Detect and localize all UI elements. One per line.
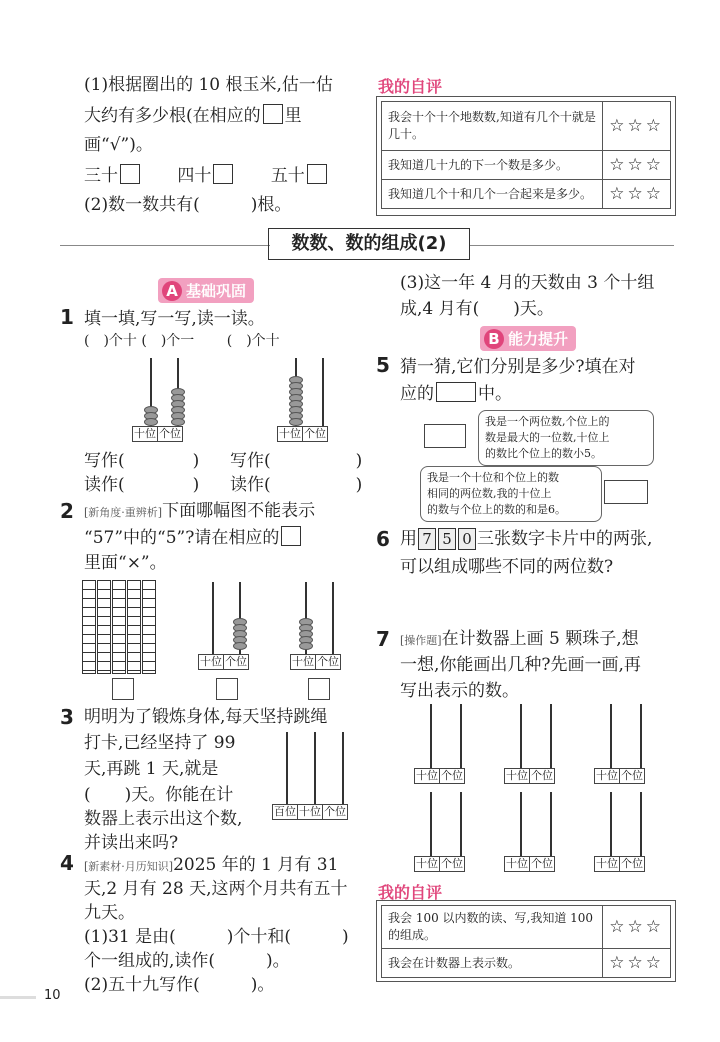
q5-bubble-2 <box>420 466 602 522</box>
tens-label: 十位 <box>416 857 438 870</box>
ones-label: 个位 <box>304 427 326 440</box>
bubble2-line1: 我是一个十位和个位上的数 <box>427 471 559 484</box>
tens-label: 十位 <box>596 769 618 782</box>
option-50: 五十 <box>270 166 305 186</box>
q7-line1-text: 在计数器上画 5 颗珠子,想 <box>441 629 639 649</box>
eval2-row2-text: 我会在计数器上表示数。 <box>382 949 603 978</box>
tens-label: 十位 <box>200 655 222 668</box>
ones-label: 个位 <box>531 857 553 870</box>
q-top-line3: 画“√”)。 <box>84 135 153 155</box>
ones-label: 个位 <box>621 857 643 870</box>
abacus5-rod-tens <box>314 732 316 804</box>
q1-text: 填一填,写一写,读一读。 <box>84 309 265 329</box>
abacus4-base <box>290 654 341 670</box>
q2-line1-text: 下面哪幅图不能表示 <box>162 501 316 521</box>
answer-box[interactable] <box>281 526 301 546</box>
eval2-row1-stars[interactable]: ☆☆☆ <box>603 906 671 949</box>
eval2-table <box>381 905 671 978</box>
ten-rods-picture <box>82 580 158 672</box>
bubble1-line2: 数是最大的一位数,十位上 <box>485 431 610 444</box>
ones-label: 个位 <box>531 769 553 782</box>
q4-line1 <box>84 854 338 878</box>
q1-number: 1 <box>60 305 74 329</box>
q4-number: 4 <box>60 851 74 875</box>
table-row <box>382 180 671 209</box>
eval1-box <box>376 96 676 216</box>
eval1-table <box>381 101 671 209</box>
abacus5-rod-hundreds <box>286 732 288 804</box>
eval2-box <box>376 900 676 982</box>
q5-line2 <box>400 382 512 405</box>
eval1-row3-text: 我知道几个十和几个一合起来是多少。 <box>382 180 603 209</box>
q3-line2: 打卡,已经坚持了 99 <box>84 733 236 753</box>
badge-a-letter: A <box>162 281 182 301</box>
q-top-line2b: 里 <box>284 106 302 126</box>
table-row <box>382 151 671 180</box>
q4-line2: 天,2 月有 28 天,这两个月共有五十 <box>84 879 348 899</box>
q1-read1: 读作( ) <box>84 475 200 495</box>
q5-line1: 猜一猜,它们分别是多少?填在对 <box>400 357 636 377</box>
abacus2-base <box>277 426 328 442</box>
ones-label: 个位 <box>317 655 339 668</box>
q4-line1-text: 2025 年的 1 月有 31 <box>173 855 339 875</box>
badge-b <box>480 326 576 351</box>
ones-label: 个位 <box>225 655 247 668</box>
ones-label: 个位 <box>159 427 181 440</box>
q2-line1 <box>84 500 315 524</box>
tens-label: 十位 <box>596 857 618 870</box>
abacus-blank-2[interactable] <box>504 768 555 784</box>
q6-post: 三张数字卡片中的两张, <box>477 529 653 549</box>
option-30: 三十 <box>84 166 118 186</box>
tens-label: 十位 <box>134 427 156 440</box>
q-top-line2a: 大约有多少根(在相应的 <box>84 106 261 126</box>
table-row <box>382 949 671 978</box>
q7-line1 <box>400 628 639 652</box>
card-7: 7 <box>418 528 436 550</box>
abacus4-rod-ones <box>332 582 334 654</box>
q-top-q2: (2)数一数共有( )根。 <box>84 195 292 215</box>
eval1-row1-stars[interactable]: ☆☆☆ <box>603 102 671 151</box>
eval2-title: 我的自评 <box>378 883 443 902</box>
page-number: 10 <box>44 988 61 1003</box>
option-50-box[interactable] <box>307 164 327 184</box>
answer-box[interactable] <box>263 104 283 124</box>
q2-line2 <box>84 526 303 549</box>
title-rule-left <box>60 245 270 246</box>
abacus3-rod-tens <box>212 582 214 654</box>
eval1-row3-stars[interactable]: ☆☆☆ <box>603 180 671 209</box>
badge-b-letter: B <box>484 329 504 349</box>
tens-label: 十位 <box>416 769 438 782</box>
choice-box-1[interactable] <box>112 678 134 700</box>
abacus2-rod-ones <box>322 358 324 426</box>
hundreds-label: 百位 <box>274 805 296 818</box>
abacus5-rod-ones <box>342 732 344 804</box>
q4-line4: (1)31 是由( )个十和( ) <box>84 927 349 947</box>
q7-line3: 写出表示的数。 <box>400 681 519 701</box>
q3-line5: 数器上表示出这个数, <box>84 809 243 829</box>
abacus3-base <box>198 654 249 670</box>
q4-line6: (2)五十九写作( )。 <box>84 975 275 995</box>
q5-line2b: 中。 <box>478 384 512 404</box>
card-0: 0 <box>458 528 476 550</box>
tens-label: 十位 <box>506 769 528 782</box>
q5-answer-2[interactable] <box>604 480 648 504</box>
eval2-row1-text: 我会 100 以内数的读、写,我知道 100 的组成。 <box>382 906 603 949</box>
q5-answer-1[interactable] <box>424 424 466 448</box>
table-row <box>382 906 671 949</box>
ones-label: 个位 <box>441 857 463 870</box>
q7-number: 7 <box>376 627 390 651</box>
options-row <box>84 164 329 187</box>
q2-number: 2 <box>60 499 74 523</box>
tens-label: 十位 <box>506 857 528 870</box>
answer-box[interactable] <box>436 382 476 402</box>
q2-line2-text: “57”中的“5”?请在相应的 <box>84 528 280 548</box>
eval2-row2-stars[interactable]: ☆☆☆ <box>603 949 671 978</box>
bubble2-line3: 的数与个位上的数的和是6。 <box>427 503 566 516</box>
title-rule-right <box>470 245 674 246</box>
q1-write2: 写作( ) <box>230 451 363 471</box>
bubble2-line2: 相同的两位数,我的十位上 <box>427 487 552 500</box>
q5-line2a: 应的 <box>400 384 434 404</box>
card-5: 5 <box>438 528 456 550</box>
table-row <box>382 102 671 151</box>
rq3-line2: 成,4 月有( )天。 <box>400 299 554 319</box>
abacus5-base <box>272 804 348 820</box>
q5-bubble-1 <box>478 410 654 466</box>
q1-labels: ( )个十 ( )个一 ( )个十 <box>84 333 280 349</box>
q1-write1: 写作( ) <box>84 451 200 471</box>
tens-label: 十位 <box>292 655 314 668</box>
option-40-box[interactable] <box>213 164 233 184</box>
tens-label: 十位 <box>279 427 301 440</box>
eval1-row2-text: 我知道几十九的下一个数是多少。 <box>382 151 603 180</box>
rq3-line1: (3)这一年 4 月的天数由 3 个十组 <box>400 273 655 293</box>
eval1-title: 我的自评 <box>378 77 443 96</box>
q6-number: 6 <box>376 527 390 551</box>
ones-label: 个位 <box>324 805 346 818</box>
choice-box-2[interactable] <box>216 678 238 700</box>
q3-number: 3 <box>60 705 74 729</box>
bubble1-line1: 我是一个两位数,个位上的 <box>485 415 610 428</box>
ones-label: 个位 <box>621 769 643 782</box>
q4-line3: 九天。 <box>84 903 135 923</box>
q3-line3: 天,再跳 1 天,就是 <box>84 759 219 779</box>
q3-line1: 明明为了锻炼身体,每天坚持跳绳 <box>84 707 328 727</box>
abacus-blank-6[interactable] <box>594 856 645 872</box>
abacus1-base <box>132 426 183 442</box>
q1-read2: 读作( ) <box>230 475 363 495</box>
abacus-blank-5[interactable] <box>504 856 555 872</box>
q-top-line1: (1)根据圈出的 10 根玉米,估一估 <box>84 75 333 95</box>
badge-a <box>158 278 254 303</box>
section-title: 数数、数的组成(2) <box>268 228 470 260</box>
option-40: 四十 <box>177 166 212 186</box>
q3-line6: 并读出来吗? <box>84 833 179 853</box>
choice-box-3[interactable] <box>308 678 330 700</box>
bubble1-line3: 的数比个位上的数小5。 <box>485 447 602 460</box>
q7-tag: [操作题] <box>400 634 442 647</box>
badge-b-text: 能力提升 <box>508 330 569 348</box>
tens-label: 十位 <box>299 805 321 818</box>
abacus-blank-4[interactable] <box>414 856 465 872</box>
q3-line4: ( )天。你能在计 <box>84 785 234 805</box>
q2-tag: [新角度·重辨析] <box>84 506 163 519</box>
eval1-row2-stars[interactable]: ☆☆☆ <box>603 151 671 180</box>
page-rule <box>0 996 36 999</box>
q6-pre: 用 <box>400 529 417 549</box>
q4-tag: [新素材·月历知识] <box>84 860 174 873</box>
q6-line2: 可以组成哪些不同的两位数? <box>400 557 614 577</box>
ones-label: 个位 <box>441 769 463 782</box>
eval1-row1-text: 我会十个十个地数数,知道有几个十就是几十。 <box>382 102 603 151</box>
badge-a-text: 基础巩固 <box>186 282 247 300</box>
q7-line2: 一想,你能画出几种?先画一画,再 <box>400 655 641 675</box>
q2-line3: 里面“×”。 <box>84 553 167 573</box>
abacus-blank-3[interactable] <box>594 768 645 784</box>
q-top-line2 <box>84 104 302 127</box>
abacus-blank-1[interactable] <box>414 768 465 784</box>
option-30-box[interactable] <box>120 164 140 184</box>
q6-line1 <box>400 528 652 550</box>
q5-number: 5 <box>376 353 390 377</box>
q4-line5: 个一组成的,读作( )。 <box>84 951 290 971</box>
